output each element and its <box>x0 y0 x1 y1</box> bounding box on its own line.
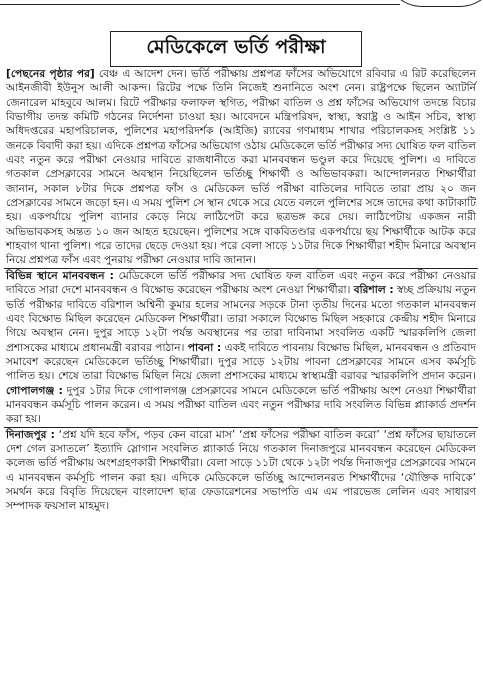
human-chain-text: মেডিকেলে ভর্তি পরীক্ষার সদ্য ঘোষিত ফল বাতিল এবং নতুন করে পরীক্ষা নেওয়ার দাবিতে সারা দেশে মানববন্ধন ও বিক্ষোভ করেছেন পরীক্ষায় অংশ নেওয়া শিক্ষার্থীরা। <box>6 269 476 297</box>
subhead-dinajpur: দিনাজপুর : <box>6 428 55 441</box>
gopalganj-text: দুপুর ১টার দিকে গোপালগঞ্জ প্রেসক্লাবের সামনে মেডিকেলে ভর্তি পরীক্ষায় অংশ নেওয়া শিক্ষার্থীরা মানববন্ধন কর্মসূচি পালন করেন। এ সময় পরীক্ষা বাতিল এবং নতুন পরীক্ষার দাবি সংবলিত বিভিন্ন প্ল্যাকার্ড প্রদর্শন করা হয়। <box>6 384 477 426</box>
dinajpur-text: ‘প্রশ্ন যদি হবে ফাঁস, পড়ব কেন বারো মাস’ ‘প্রশ্ন ফাঁসের পরীক্ষা বাতিল করো’ ‘প্রশ্ন ফাঁসের ছায়াতলে দেশ গেল রসাতলে’ ইত্যাদি স্লোগান সংবলিত প্ল্যাকার্ড নিয়ে গতকাল দিনাজপুরে মানববন্ধন করেছেন মেডিকেল কলেজ ভর্তি পরীক্ষায় অংশগ্রহণকারী শিক্ষার্থীরা। বেলা সাড়ে ১১টা থেকে ১২টা পর্যন্ত দিনাজপুর প্রেসক্লাবের সামনে এ মানববন্ধন কর্মসূচি পালন করা হয়। এদিকে মেডিকেলে ভর্তিচ্ছু আন্দোলনরত শিক্ষার্থীদের ‘যৌক্তিক দাবিকে’ সমর্থন করে বিবৃতি দিয়েছেন বাংলাদেশ ছাত্র ফেডারেশনের সভাপতি এম এম পারভেজ লেলিন এবং সাধারণ সম্পাদক ফয়সাল মাহমুদ। <box>6 428 476 513</box>
article-body <box>6 67 476 514</box>
subhead-human-chain: বিভিন্ন স্থানে মানববন্ধন : <box>6 269 114 282</box>
pabna-text: একই দাবিতে পাবনায় বিক্ষোভ মিছিল, মানববন্ধন ও প্রতিবাদ সমাবেশ করেছেন মেডিকেলে ভর্তিচ্ছু শিক্ষার্থীরা। দুপুর সাড়ে ১২টায় পাবনা প্রেসক্লাবের সামনে এসব কর্মসূচি পালিত হয়। শেষে তারা বিক্ষোভ মিছিল নিয়ে জেলা প্রশাসকের মাধ্যমে স্বাস্থ্যমন্ত্রী বরাবর স্মারকলিপি প্রদান করেন। <box>6 341 476 383</box>
paragraph-human-chains <box>6 269 476 427</box>
headline: মেডিকেলে ভর্তি পরীক্ষা <box>146 36 326 58</box>
paragraph-court <box>6 67 476 268</box>
headline-box <box>110 31 362 67</box>
paragraph-dinajpur <box>6 428 476 514</box>
subhead-barishal: বরিশাল : <box>353 284 394 297</box>
jump-tag: [পেছনের পৃষ্ঠার পর] <box>6 68 95 80</box>
subhead-gopalganj: গোপালগঞ্জ : <box>6 384 63 397</box>
paragraph-court-text: বেঞ্চ এ আদেশ দেন। ভর্তি পরীক্ষায় প্রশ্নপত্র ফাঁসের অভিযোগে রবিবার এ রিট করেছিলেন আইনজীবী ইউনুস আলী আকন্দ। রিটের পক্ষে তিনি নিজেই শুনানিতে অংশ নেন। রাষ্ট্রপক্ষে ছিলেন অ্যাটর্নি জেনারেল মাহবুবে আলম। রিটে পরীক্ষার ফলাফল স্থগিত, পরীক্ষা বাতিল ও প্রশ্ন ফাঁসের অভিযোগ তদন্তে বিচার বিভাগীয় তদন্ত কমিটি গঠনের নির্দেশনা চাওয়া হয়। আবেদনে মন্ত্রিপরিষদ, স্বাস্থ্য, স্বরাষ্ট্র ও আইন সচিব, স্বাস্থ্য অধিদপ্তরের মহাপরিচালক, পুলিশের মহাপরিদর্শক (আইজি) র‍্যাবের গণমাধ্যম শাখার পরিচালকসহ সংশ্লিষ্ট ১১ জনকে বিবাদী করা হয়। এদিকে প্রশ্নপত্র ফাঁসের অভিযোগ ওঠায় মেডিকেলে ভর্তি পরীক্ষার সদ্য ঘোষিত ফল বাতিল এবং নতুন করে পরীক্ষা নেওয়ার দাবিতে রাজধানীতে করা মানববন্ধন ভণ্ডুল করে দিয়েছে পুলিশ। এ দাবিতে গতকাল প্রেসক্লাবের সামনে অবস্থান নিয়েছিলেন ভর্তিচ্ছু শিক্ষার্থী ও অভিভাবকরা। আন্দোলনরত শিক্ষার্থীরা জানান, সকাল ৮টার দিকে প্রশ্নপত্র ফাঁস ও মেডিকেল ভর্তি পরীক্ষা বাতিলের দাবিতে তারা প্রায় ২০ জন প্রেসক্লাবের সামনে জড়ো হন। এ সময় পুলিশ সে স্থান থেকে সরে যেতে বললে পুলিশের সঙ্গে তাদের কথা কাটাকাটি হয়। একপর্যায়ে পুলিশ ব্যানার কেড়ে নিয়ে লাঠিপেটা করে ছত্রভঙ্গ করে দেয়। লাঠিপেটায় একজন নারী অভিভাবকসহ অন্তত ১০ জন আহত হয়েছেন। পুলিশের সঙ্গে বাকবিতণ্ডার একপর্যায়ে ছয় শিক্ষার্থীকে আটক করে শাহবাগ থানা পুলিশ। পরে তাদের ছেড়ে দেওয়া হয়। পরে বেলা সাড়ে ১১টার দিকে শিক্ষার্থীরা শহীদ মিনারে অবস্থান নিয়ে প্রশ্নপত্র ফাঁস এবং পুনরায় পরীক্ষা নেওয়ার দাবি জানান। <box>6 68 476 267</box>
top-border-line <box>0 4 400 5</box>
barishal-text: স্বচ্ছ প্রক্রিয়ায় নতুন ভর্তি পরীক্ষার দাবিতে বরিশাল অশ্বিনী কুমার হলের সামনের সড়কে টানা তৃতীয় দিনের মতো গতকাল মানববন্ধন এবং বিক্ষোভ মিছিল করেছেন মেডিকেল শিক্ষার্থীরা। তারা সকালে বিক্ষোভ মিছিল সহকারে কেন্দ্রীয় শহীদ মিনারে গিয়ে অবস্থান নেন। দুপুর সাড়ে ১২টা পর্যন্ত অবস্থানের পর তারা দাবিনামা সংবলিত একটি স্মারকলিপি জেলা প্রশাসকের মাধ্যমে প্রধানমন্ত্রী বরাবর পাঠান। <box>6 284 476 354</box>
subhead-pabna: পাবনা : <box>187 341 222 354</box>
